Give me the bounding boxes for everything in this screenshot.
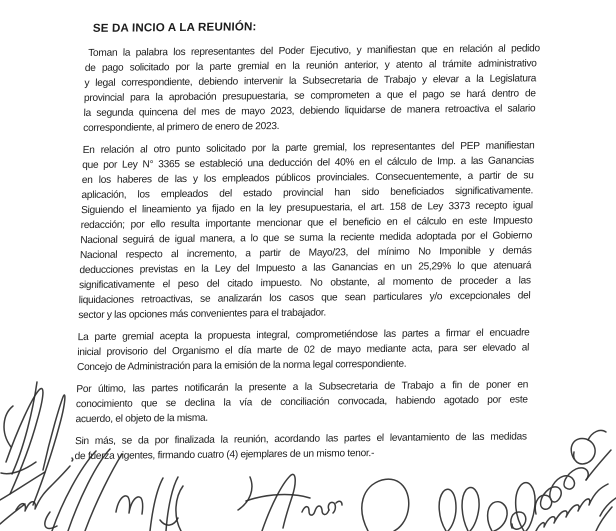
- document-body: [74, 41, 540, 464]
- text-line: correspondiente, al primero de enero de 2023.: [83, 120, 280, 135]
- text-line: de pago solicitado por la parte gremial en la reunión anterior, y atento al trámite administrativo: [84, 58, 537, 75]
- text-line: aplicación, los empleados del estado provincial han sido beneficiados significativamente.: [81, 185, 534, 202]
- text-line: La parte gremial acepta la propuesta integral, comprometiéndose las partes a firmar el encuadre: [77, 327, 530, 344]
- text-line: Nacional respecto al incremento, a partir de Mayo/23, del mínimo No Imponible y demás: [79, 245, 532, 262]
- text-line: Concejo de Administración para la emisión de la norma legal correspondiente.: [76, 358, 407, 374]
- signature-initials-center-left: [116, 477, 183, 531]
- text-line: que por Ley N° 3365 se estableció una deducción del 40% en el cálculo de Imp. a las Ganancias: [82, 155, 535, 172]
- paragraph: [77, 325, 530, 375]
- text-line: y legal correspondiente, debiendo intervenir la Subsecretaria de Trabajo y elevar a la Legislatura: [84, 73, 537, 90]
- paragraph: [75, 377, 528, 427]
- text-line: En relación al otro punto solicitado por la parte gremial, los representantes del PEP manifiestan: [82, 140, 535, 157]
- signature-right-cluster: [516, 430, 616, 531]
- text-line: de fuerza vigentes, firmando cuatro (4) ejemplares de un mismo tenor.-: [74, 448, 375, 463]
- text-line: Sin más, se da por finalizada la reunión, acordando las partes el levantamiento de las medidas: [74, 431, 527, 448]
- signature-left-margin: [0, 382, 73, 524]
- document-text-block: [74, 17, 538, 471]
- text-line: sector y las opciones más convenientes para el trabajador.: [78, 307, 327, 322]
- text-line: inicial provisorio del Organismo el día marte de 02 de mayo mediante acta, para ser elevado al: [77, 342, 530, 359]
- paragraph: [83, 41, 540, 136]
- text-line: la segunda quincena del mes de mayo 2023, debiendo liquidarse de manera retroactiva el salario: [83, 103, 536, 120]
- paragraph: [78, 138, 535, 323]
- text-line: liquidaciones retroactivas, se analizarán los casos que sean particulares y/o excepcionales del: [78, 290, 531, 307]
- text-line: Por último, las partes notificarán la presente a la Subsecretaria de Trabajo a fin de poner en: [76, 379, 529, 396]
- paragraph: [74, 429, 527, 464]
- text-line: Toman la palabra los representantes del Poder Ejecutivo, y manifiestan que en relación al pedido: [88, 43, 540, 59]
- signature-loops-center-right: [439, 487, 526, 531]
- text-line: en los haberes de las y los empleados públicos provinciales. Consecuentemente, a partir de su: [81, 170, 534, 187]
- text-line: deducciones previstas en la Ley del Impuesto a las Ganancias en un 25,29% lo que atenuará: [79, 260, 532, 277]
- document-title: SE DA INCIO A LA REUNIÓN:: [92, 20, 257, 35]
- signature-center: [238, 474, 409, 531]
- text-line: Nacional seguirá de igual manera, a lo que se suma la reciente medida adoptada por el Gobierno: [80, 230, 533, 247]
- text-line: Siguiendo el lineamiento ya fijado en la ley presupuestaria, el art. 158 de Ley 3373 recepto igual: [80, 200, 533, 217]
- text-line: conocimiento que se declina la vía de conciliación convocada, habiendo agotado por este: [75, 394, 528, 411]
- text-line: significativamente el peso del citado impuesto. No obstante, al momento de proceder a las: [78, 275, 531, 292]
- text-line: redacción; por ello resulta importante mencionar que el beneficio en el cálculo en este Impuesto: [80, 215, 533, 232]
- text-line: provincial para la aprobación presupuestaria, se comprometen a que el pago se hará dentro de: [83, 88, 536, 105]
- text-line: acuerdo, el objeto de la misma.: [75, 412, 209, 426]
